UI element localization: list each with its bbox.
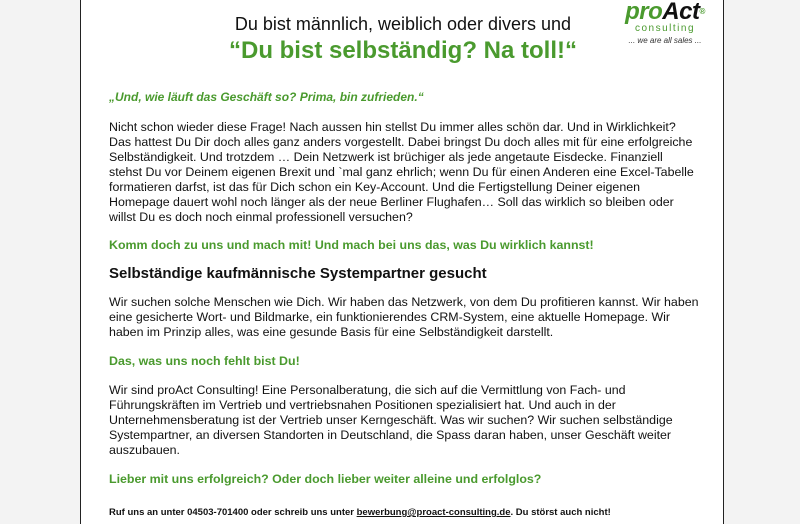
intro-quote: „Und, wie läuft das Geschäft so? Prima, bin zufrieden.“ <box>109 90 424 104</box>
contact-footer: Ruf uns an unter 04503-701400 oder schreib uns unter bewerbung@proact-consulting.de. Du störst auch nicht! <box>109 507 611 518</box>
call-to-action-2: Das, was uns noch fehlt bist Du! <box>109 354 300 368</box>
logo-tagline: ... we are all sales ... <box>628 36 702 45</box>
section-subheading: Selbständige kaufmännische Systempartner gesucht <box>109 265 487 282</box>
paragraph-company: Wir sind proAct Consulting! Eine Personalberatung, die sich auf die Vermittlung von Fach- und Führungskräften im Vertrieb und vertriebsnahen Positionen spezialisiert hat. Und auch in der Unternehmensberatung ist der Vertrieb unser Kerngeschäft. Was wir suchen? Wir suchen selbständige Systempartner, an diversen Standorten in Deutschland, die Spass daran haben, unser Geschäft weiter auszubauen. <box>109 383 673 457</box>
ad-body <box>109 90 699 520</box>
logo-wordmark: proAct® <box>625 0 705 25</box>
header-line-1: Du bist männlich, weiblich oder divers und <box>234 14 572 34</box>
logo-subtitle: consulting <box>634 23 696 34</box>
call-to-action-1: Komm doch zu uns und mach mit! Und mach bei uns das, was Du wirklich kannst! <box>109 238 594 252</box>
paragraph-offer: Wir suchen solche Menschen wie Dich. Wir haben das Netzwerk, von dem Du profitieren kannst. Wir haben eine gesicherte Wort- und Bildmarke, ein funktionierendes CRM-System, eine aktuelle Homepage. Wir haben im Prinzip alles, was eine gesunde Basis für eine Selbständigkeit darstellt. <box>109 295 699 339</box>
paragraph-intro: Nicht schon wieder diese Frage! Nach aussen hin stellst Du immer alles schön dar. Und in Wirklichkeit? Das hattest Du Dir doch alles ganz anders vorgestellt. Dabei bringst Du doch alles mit für eine erfolgreiche Selbständigkeit. Und trotzdem … Dein Netzwerk ist brüchiger als jede angetaute Eisdecke. Finanziell stehst Du vor Deinem eigenen Brexit und `mal ganz ehrlich; wenn Du für einen Anderen eine Excel-Tabelle formatieren darfst, ist das für Dich schon ein Key-Account. Und die Fertigstellung Deiner eigenen Homepage dauert wohl noch länger als der neue Berliner Flughafen… Soll das wirklich so bleiben oder willst Du es doch noch einmal professionell versuchen? <box>109 120 694 224</box>
header-headline: “Du bist selbständig? Na toll!“ <box>228 37 577 64</box>
call-to-action-3: Lieber mit uns erfolgreich? Oder doch lieber weiter alleine und erfolglos? <box>109 472 542 486</box>
job-ad-page <box>80 0 724 524</box>
email-link[interactable]: bewerbung@proact-consulting.de <box>356 507 511 518</box>
